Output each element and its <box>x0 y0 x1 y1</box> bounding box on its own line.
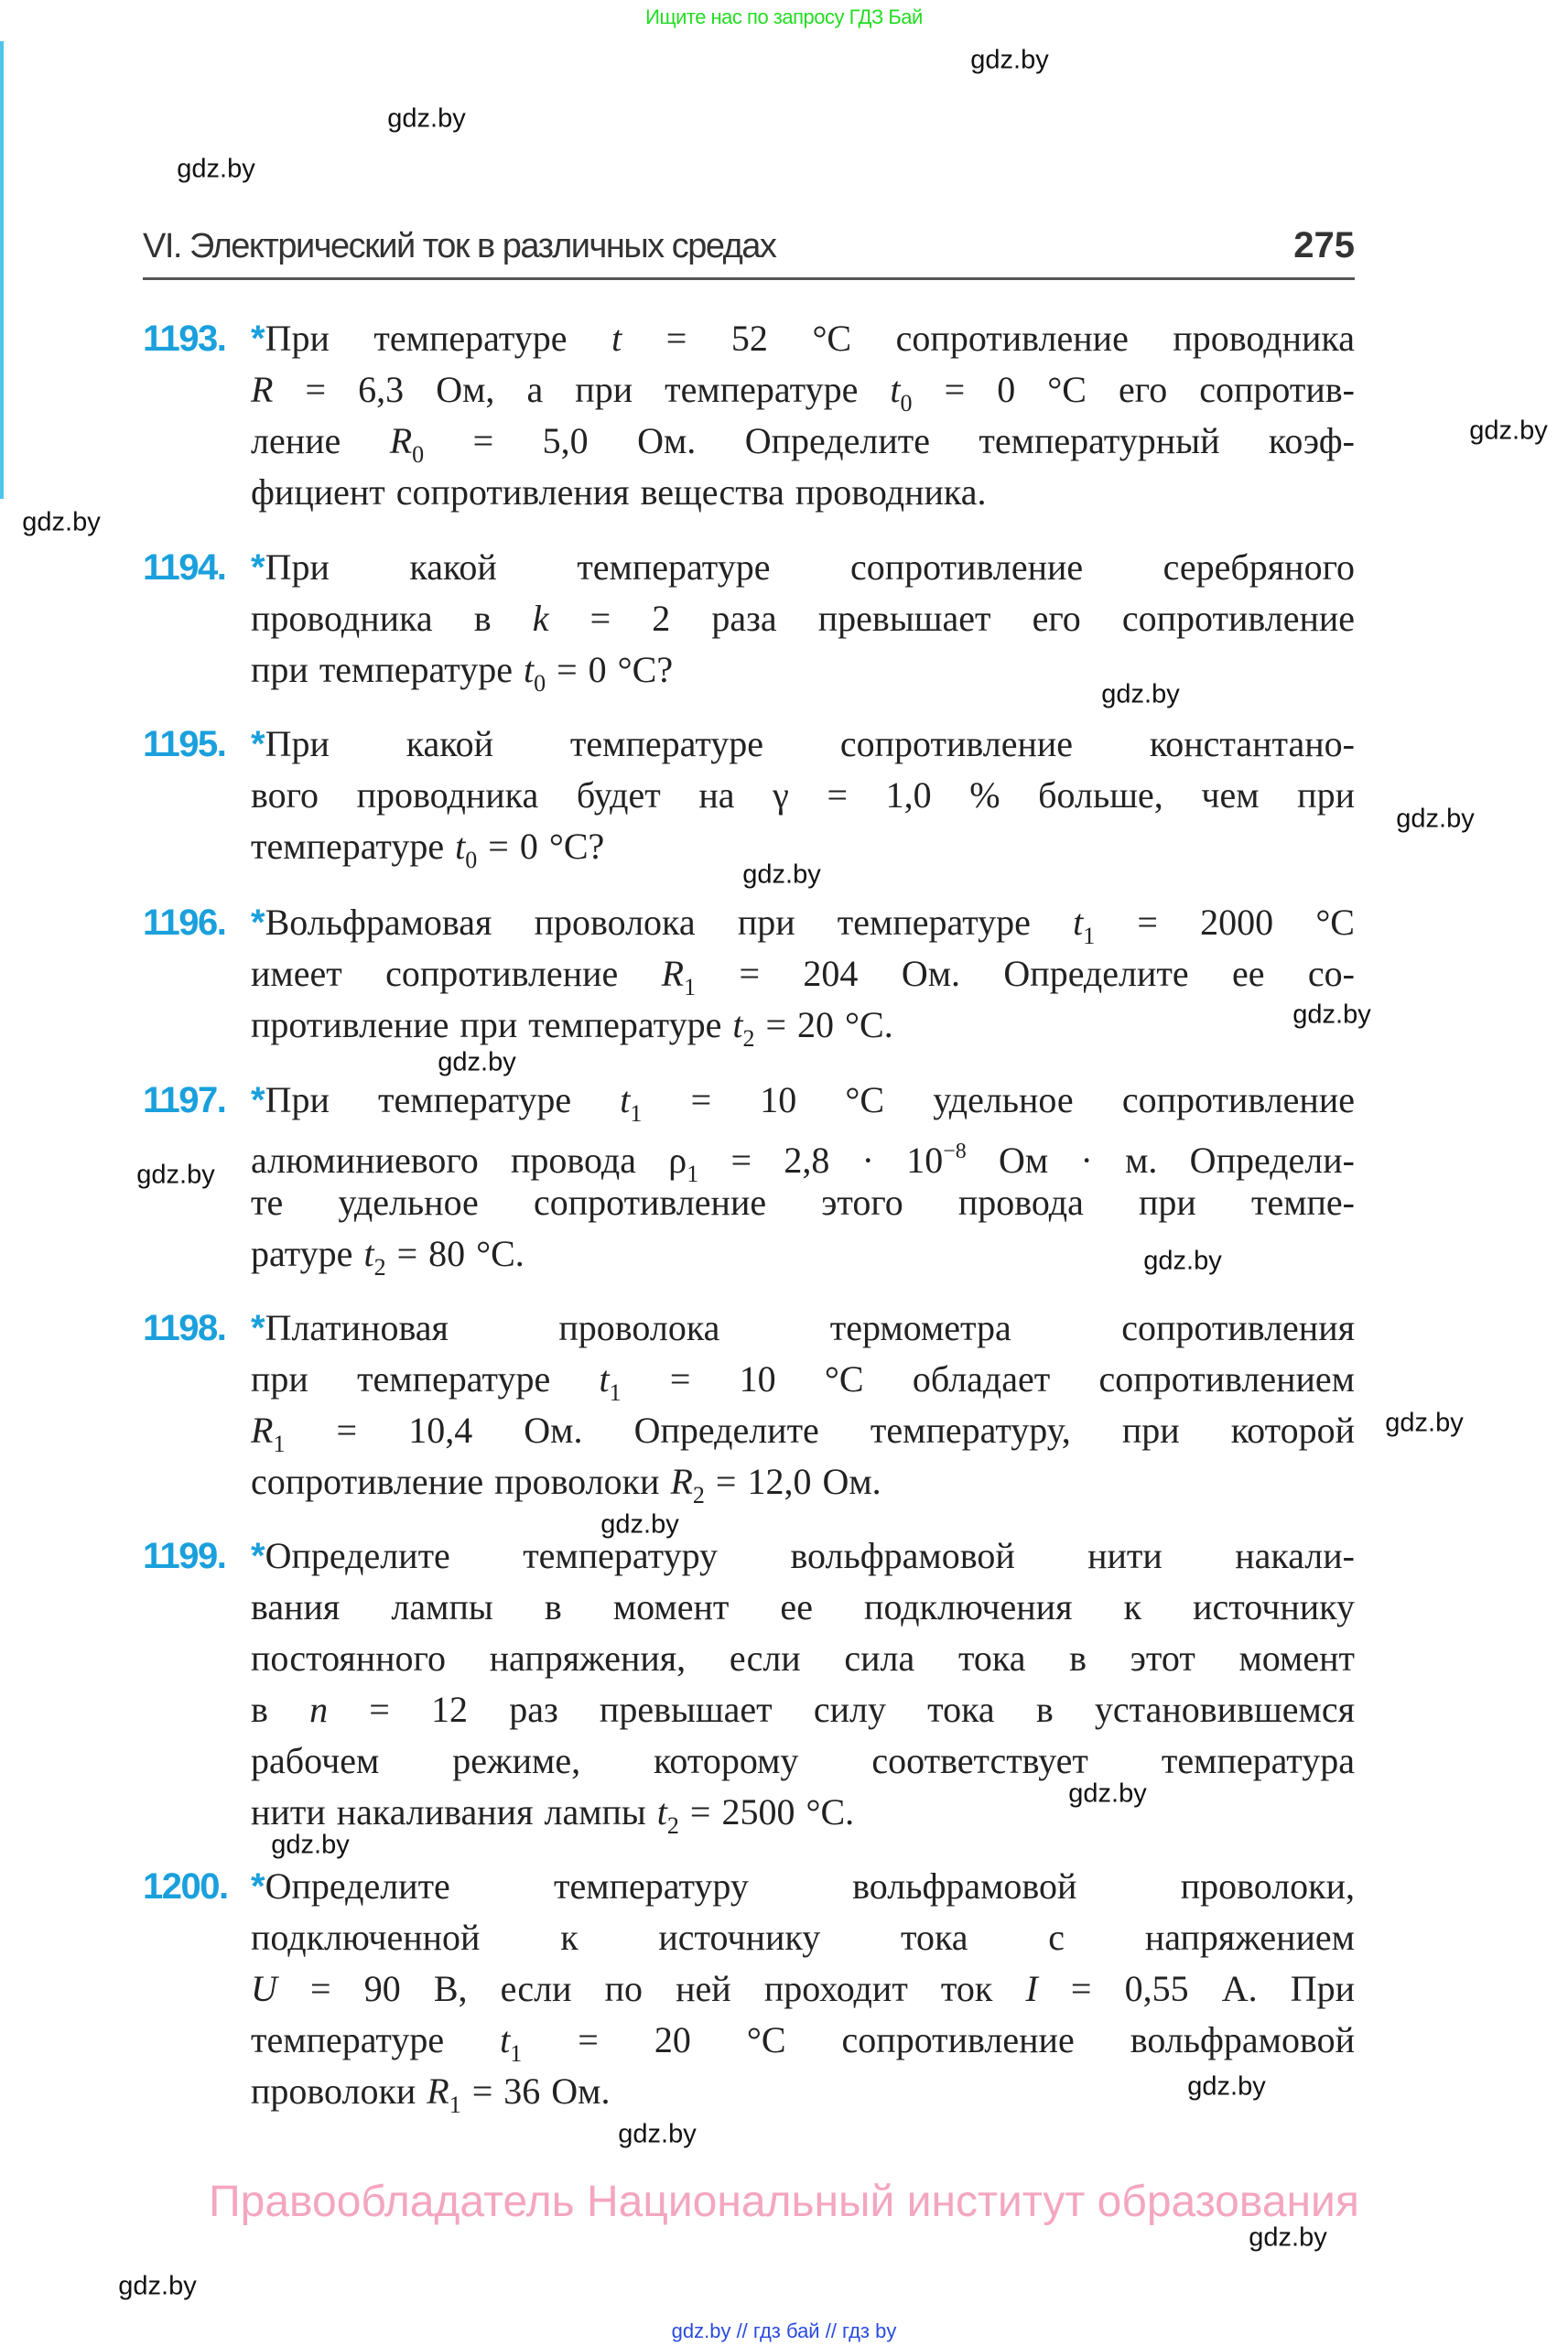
problem-number: 1196. <box>143 903 226 943</box>
text: = 2,8 · 10 <box>698 1140 944 1181</box>
text: температуре <box>251 2019 501 2060</box>
subscript: 1 <box>449 2092 461 2118</box>
subscript: 0 <box>534 670 546 697</box>
text-line <box>251 1000 1355 1051</box>
text: = 2 раза превышает его сопротивление <box>548 598 1356 639</box>
text: = 0 °C его сопротив- <box>912 369 1355 410</box>
text: фициент сопротивления вещества проводника. <box>251 471 987 513</box>
text-line <box>251 644 1355 696</box>
subscript: 1 <box>273 1431 286 1457</box>
problem-text <box>251 897 1355 1051</box>
text: = 10 °C удельное сопротивление <box>642 1079 1355 1120</box>
text-line <box>251 770 1355 821</box>
text: = 20 °C сопротивление вольфрамовой <box>522 2019 1355 2060</box>
text: Ом · м. Определи- <box>966 1140 1355 1181</box>
text: вого проводника будет на γ = 1,0 % больше, чем при <box>251 774 1355 816</box>
variable: t <box>500 2019 511 2060</box>
text: Определите температуру вольфрамовой проволоки, <box>265 1865 1355 1907</box>
star-marker: * <box>251 724 265 764</box>
watermark: gdz.by <box>1249 2222 1327 2253</box>
problem-text <box>251 719 1355 872</box>
text: = 12,0 Ом. <box>704 1461 881 1502</box>
text: При температуре <box>265 1079 621 1120</box>
variable: t <box>611 318 622 359</box>
watermark: gdz.by <box>1143 1246 1222 1276</box>
text: = 90 В, если по ней проходит ток <box>276 1968 1026 2009</box>
text: рабочем режиме, которому соответствует температура <box>251 1740 1355 1781</box>
text-line <box>251 2015 1355 2066</box>
text-line <box>251 1963 1355 2015</box>
text-line <box>251 1354 1355 1405</box>
watermark: gdz.by <box>1187 2071 1266 2102</box>
subscript: 1 <box>609 1379 622 1406</box>
watermark: gdz.by <box>438 1047 516 1077</box>
text: = 12 раз превышает силу тока в установившемся <box>328 1689 1355 1730</box>
variable: k <box>532 598 549 639</box>
variable: R <box>251 1410 274 1451</box>
problem-number: 1194. <box>143 547 226 588</box>
problem-number: 1195. <box>143 724 226 764</box>
text-line <box>251 1735 1355 1787</box>
variable: t <box>455 826 466 867</box>
text: подключенной к источнику тока с напряжением <box>251 1917 1355 1958</box>
page-number: 275 <box>1293 225 1355 265</box>
subscript: 1 <box>1083 923 1096 949</box>
text: вания лампы в момент ее подключения к источнику <box>251 1586 1355 1627</box>
watermark: gdz.by <box>1396 804 1475 834</box>
text: температуре <box>251 826 456 867</box>
text: алюминиевого провода ρ <box>251 1140 687 1181</box>
bottom-site-note: gdz.by // гдз бай // гдз by <box>671 2319 897 2342</box>
text: те удельное сопротивление этого провода при темпе- <box>251 1182 1355 1223</box>
watermark: gdz.by <box>118 2271 197 2301</box>
superscript: −8 <box>943 1140 967 1163</box>
variable: t <box>656 1791 667 1832</box>
text: При какой температуре сопротивление серебряного <box>265 546 1355 588</box>
text: = 52 °C сопротивление проводника <box>622 318 1355 359</box>
variable: R <box>427 2070 449 2112</box>
text-line <box>251 1530 1355 1582</box>
text: проводника в <box>251 598 533 639</box>
problem-number: 1193. <box>143 319 226 359</box>
text-line <box>251 948 1355 1000</box>
watermark: gdz.by <box>970 45 1049 75</box>
text: = 10,4 Ом. Определите температуру, при которой <box>285 1410 1355 1451</box>
text: при температуре <box>251 649 524 690</box>
text-line <box>251 1405 1355 1456</box>
variable: t <box>890 369 901 410</box>
watermark: gdz.by <box>271 1830 350 1860</box>
watermark: gdz.by <box>1469 416 1548 446</box>
star-marker: * <box>251 547 265 588</box>
text-line <box>251 313 1355 364</box>
text: = 204 Ом. Определите ее со- <box>696 953 1355 994</box>
text-line <box>251 542 1355 593</box>
text: Платиновая проволока термометра сопротивления <box>265 1307 1355 1348</box>
variable: R <box>661 953 685 994</box>
text-line <box>251 719 1355 770</box>
watermark: gdz.by <box>1385 1408 1464 1438</box>
text: = 80 °C. <box>385 1233 524 1274</box>
text: = 36 Ом. <box>460 2070 611 2112</box>
text: ление <box>251 420 390 461</box>
text-line <box>251 593 1355 644</box>
text-line <box>251 364 1355 416</box>
variable: t <box>732 1004 743 1045</box>
text: = 0 °C? <box>477 826 605 867</box>
text: = 2500 °C. <box>678 1791 855 1832</box>
text: сопротивление проволоки <box>251 1461 671 1502</box>
text: = 6,3 Ом, а при температуре <box>273 369 891 410</box>
chapter-title: VI. Электрический ток в различных средах <box>143 227 776 265</box>
watermark: gdz.by <box>600 1509 679 1540</box>
variable: t <box>523 649 535 690</box>
watermark: gdz.by <box>387 103 466 134</box>
subscript: 1 <box>684 974 697 1000</box>
text: = 5,0 Ом. Определите температурный коэф- <box>424 420 1355 461</box>
text: при температуре <box>251 1358 600 1400</box>
text-line <box>251 1912 1355 1963</box>
top-search-note: Ищите нас по запросу ГДЗ Бай <box>645 5 923 28</box>
text: постоянного напряжения, если сила тока в этот момент <box>251 1638 1355 1679</box>
variable: R <box>389 420 413 461</box>
text-line <box>251 1456 1355 1508</box>
problem-text <box>251 313 1355 518</box>
variable: t <box>599 1358 610 1400</box>
text: проволоки <box>251 2070 427 2112</box>
subscript: 1 <box>510 2040 523 2067</box>
header-divider <box>143 277 1355 280</box>
watermark: gdz.by <box>22 507 101 537</box>
subscript: 0 <box>465 847 478 873</box>
copyright-footer: Правообладатель Национальный институт образования <box>209 2178 1359 2226</box>
text: в <box>251 1689 310 1730</box>
subscript: 1 <box>687 1161 699 1187</box>
problem-number: 1200. <box>143 1866 228 1907</box>
text: = 0,55 А. При <box>1037 1968 1355 2009</box>
subscript: 2 <box>742 1025 755 1052</box>
text: имеет сопротивление <box>251 953 662 994</box>
text: = 10 °C обладает сопротивлением <box>621 1358 1355 1400</box>
text-line <box>251 1633 1355 1684</box>
problem-text <box>251 1530 1355 1838</box>
text-line <box>251 416 1355 467</box>
subscript: 1 <box>630 1100 643 1127</box>
problem-number: 1199. <box>143 1536 226 1576</box>
text-line <box>251 1303 1355 1354</box>
variable: n <box>309 1689 329 1730</box>
text-line <box>251 467 1355 518</box>
problem-number: 1197. <box>143 1080 226 1120</box>
star-marker: * <box>251 1536 265 1576</box>
subscript: 0 <box>412 441 425 468</box>
watermark: gdz.by <box>1101 679 1180 709</box>
text: = 0 °C? <box>546 649 674 690</box>
star-marker: * <box>251 1866 265 1907</box>
problem-number: 1198. <box>143 1308 226 1348</box>
text-line <box>251 897 1355 948</box>
text: Вольфрамовая проволока при температуре <box>265 902 1074 943</box>
watermark: gdz.by <box>1068 1778 1147 1809</box>
text-line <box>251 1075 1355 1126</box>
text: При какой температуре сопротивление константано- <box>265 723 1355 764</box>
subscript: 2 <box>373 1254 386 1281</box>
text-line <box>251 1861 1355 1912</box>
watermark: gdz.by <box>742 859 821 890</box>
subscript: 2 <box>666 1812 679 1839</box>
subscript: 0 <box>900 390 913 416</box>
text: нити накаливания лампы <box>251 1791 657 1832</box>
text: = 2000 °C <box>1095 902 1355 943</box>
problem-text <box>251 542 1355 696</box>
star-marker: * <box>251 903 265 943</box>
star-marker: * <box>251 1308 265 1348</box>
variable: t <box>620 1079 631 1120</box>
text: ратуре <box>251 1233 364 1274</box>
page-edge-strip <box>0 41 4 499</box>
star-marker: * <box>251 319 265 359</box>
text: = 20 °C. <box>754 1004 893 1045</box>
watermark: gdz.by <box>1292 1000 1371 1030</box>
variable: I <box>1025 1968 1038 2009</box>
variable: R <box>251 369 274 410</box>
watermark: gdz.by <box>618 2119 697 2149</box>
variable: U <box>251 1968 277 2009</box>
text-line <box>251 1684 1355 1735</box>
text-line <box>251 1787 1355 1838</box>
text: Определите температуру вольфрамовой нити накали- <box>265 1535 1355 1576</box>
watermark: gdz.by <box>177 154 255 184</box>
text-line <box>251 1126 1355 1187</box>
problem-text <box>251 1303 1355 1508</box>
watermark: gdz.by <box>136 1160 215 1190</box>
subscript: 2 <box>692 1482 705 1508</box>
star-marker: * <box>251 1080 265 1120</box>
variable: t <box>1073 902 1084 943</box>
text-line <box>251 1582 1355 1633</box>
text: При температуре <box>265 318 612 359</box>
text-line <box>251 1177 1355 1228</box>
variable: R <box>670 1461 693 1502</box>
variable: t <box>363 1233 374 1274</box>
text: противление при температуре <box>251 1004 733 1045</box>
